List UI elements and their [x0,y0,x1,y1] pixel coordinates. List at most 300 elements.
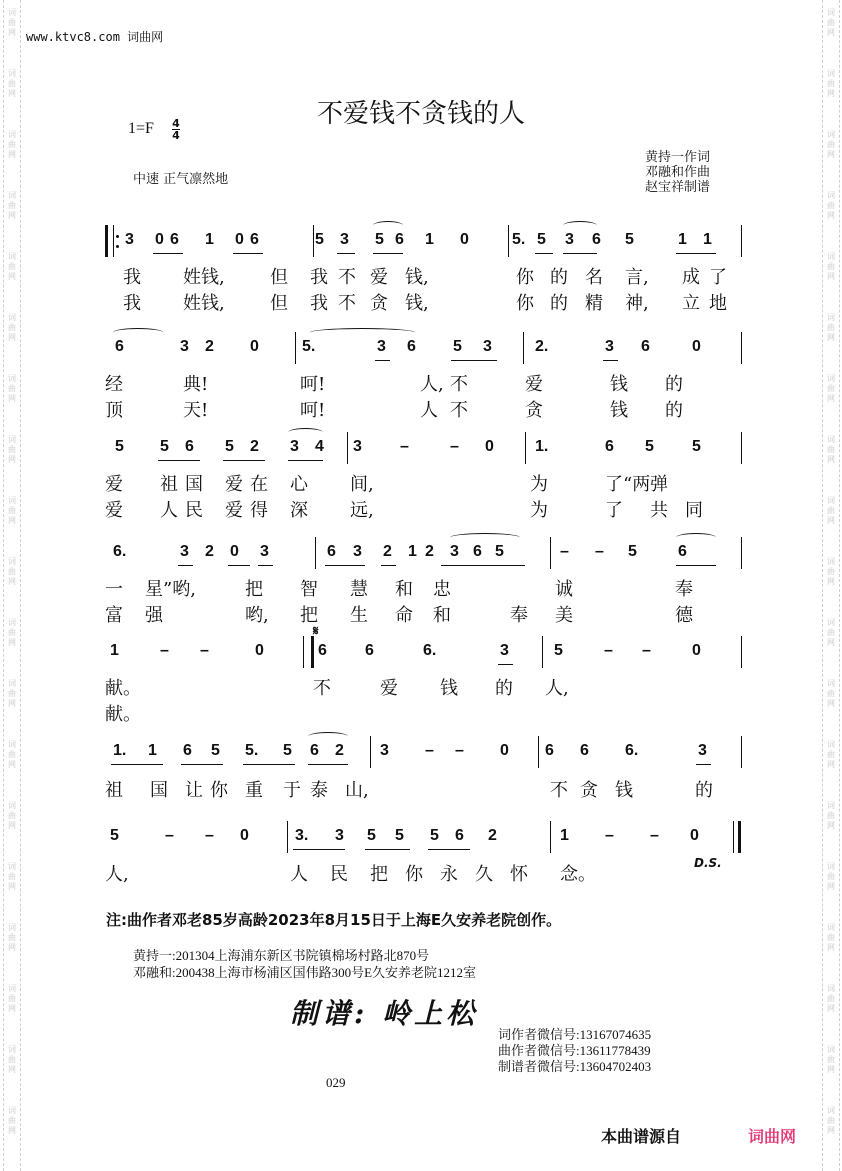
watermark-text: 词 曲 网 [827,496,835,525]
beam-underline [498,664,513,665]
lyricist-credit: 黄持一作词 [645,149,711,164]
wechat-lyricist: 词作者微信号:13167074635 [498,1027,652,1042]
repeat-dot [116,245,119,248]
bar-line [303,636,304,668]
bar-line [525,432,526,464]
lyric-1: 奉 [675,579,693,600]
lyric-1: 名 [585,267,603,288]
watermark-text: 词 曲 网 [827,1106,835,1135]
site-watermark: www.ktvc8.com 词曲网 [26,30,164,44]
note: 6 [327,543,336,560]
note: 5 [645,438,654,455]
note: 1 [110,642,119,659]
lyric-1: 呵! [300,374,326,395]
note: 5 [367,827,376,844]
lyric-1: 不 [550,780,568,801]
lyric-2: 把 [300,605,318,626]
beam-underline [243,764,295,765]
note: 5 [537,231,546,248]
beam-underline [441,565,525,566]
note: 5 [395,827,404,844]
watermark-text: 词 曲 网 [8,984,16,1013]
bar-line [311,636,314,668]
time-bottom: 4 [172,129,180,142]
lyric-1: 不 [338,267,356,288]
bar-line [550,821,551,853]
lyric-1: 经 [105,374,123,395]
note: 5 [110,827,119,844]
beam-underline [111,764,163,765]
note: 1 [425,231,434,248]
watermark-text: 词 曲 网 [8,557,16,586]
note: 3 [180,543,189,560]
lyric-1: 了“两 [605,474,651,495]
lyric-1: 爱 [105,474,123,495]
watermark-text: 词 曲 网 [8,1106,16,1135]
note: 3 [380,742,389,759]
note: 5 [628,543,637,560]
wechat-composer: 曲作者微信号:13611778439 [498,1043,651,1058]
note: 6 [170,231,179,248]
note: 6 [250,231,259,248]
note: – [200,642,209,659]
beam-underline [158,460,200,461]
watermark-text: 词 曲 网 [827,862,835,891]
note: 6 [365,642,374,659]
note: 3 [353,543,362,560]
lyric-2: 钱, [405,293,429,314]
lyric-1: 你 [210,780,228,801]
lyric-2: 神, [625,293,649,314]
note: – [205,827,214,844]
note: 6 [641,338,650,355]
note: 2 [425,543,434,560]
bar-line [347,432,348,464]
lyric-1: 钱 [615,780,633,801]
lyric-2: 和 [433,605,451,626]
note: 5 [625,231,634,248]
beam-underline [563,253,597,254]
watermark-text: 词 曲 网 [8,374,16,403]
note: 6. [423,642,437,659]
lyric-2: 精 [585,293,603,314]
lyric-1: 我 [123,267,141,288]
lyric-1: 姓钱, [183,267,225,288]
lyric-1: 于 [283,780,301,801]
composer-credit: 邓融和作曲 [645,164,711,179]
beam-underline [228,565,250,566]
note: 3 [483,338,492,355]
note: 6 [115,338,124,355]
note: 5 [225,438,234,455]
watermark-text: 词 曲 网 [8,923,16,952]
bar-line [733,821,734,853]
note: 5 [453,338,462,355]
note: 6 [455,827,464,844]
lyric-2: 德 [675,605,693,626]
lyric-1: 让 [185,780,203,801]
note: 6 [592,231,601,248]
note: 1 [148,742,157,759]
slur [563,221,597,230]
watermark-text: 词 曲 网 [827,740,835,769]
lyric-1: 你 [405,864,423,885]
lyric-1: 慧 [350,579,368,600]
watermark-text: 词 曲 网 [827,984,835,1013]
lyric-2: 富 [105,605,123,626]
key-signature: 1=F [128,120,154,137]
lyric-2: 钱 [610,400,628,421]
note: – [604,642,613,659]
note: 0 [250,338,259,355]
beam-underline [288,460,323,461]
beam-underline [233,253,263,254]
lyric-1: 人, [545,678,569,699]
note: 5 [495,543,504,560]
note: 0 [155,231,164,248]
lyric-2: 美 [555,605,573,626]
note: – [165,827,174,844]
note: 0 [692,338,701,355]
lyric-1: 诚 [555,579,573,600]
lyric-2: 生 [350,605,368,626]
wechat-arranger: 制谱者微信号:13604702403 [498,1059,652,1074]
lyric-2: 为 [530,500,548,521]
note: 0 [240,827,249,844]
lyric-1: 智 [300,579,318,600]
lyric-2: 姓钱, [183,293,225,314]
address-composer: 邓融和:200438上海市杨浦区国伟路300号E久安养老院1212室 [133,965,477,980]
beam-underline [308,764,348,765]
beam-underline [325,565,365,566]
note: 5. [245,742,259,759]
lyric-1: 但 [270,267,288,288]
watermark-text: 词 曲 网 [8,130,16,159]
lyric-1: 我 [310,267,328,288]
beam-underline [337,253,355,254]
lyric-1: 民 [330,864,348,885]
lyric-2: 的 [665,400,683,421]
lyric-1: 在 [250,474,268,495]
watermark-text: 词 曲 网 [827,313,835,342]
music-row-4 [105,537,745,626]
note: 5. [302,338,316,355]
source-site-link[interactable]: 词曲网 [748,1127,797,1146]
address-lyricist: 黄持一:201304上海浦东新区书院镇棉场村路北870号 [133,948,430,963]
bar-line [741,332,742,364]
note: – [560,543,569,560]
watermark-text: 词 曲 网 [827,435,835,464]
note: 6 [310,742,319,759]
segno-mark: 𝄋 [313,624,319,639]
lyric-1: 念。 [560,864,596,885]
watermark-text: 词 曲 网 [8,1045,16,1074]
lyric-1: 典! [183,374,209,395]
lyric-2: 的 [550,293,568,314]
lyric-1: 言, [625,267,649,288]
note: 6 [605,438,614,455]
lyric-2: 得 [250,500,268,521]
note: 3 [377,338,386,355]
bar-line [105,225,108,257]
lyric-2: 人 [420,400,438,421]
watermark-text: 词 曲 网 [8,8,16,37]
note: 0 [500,742,509,759]
watermark-text: 词 曲 网 [8,496,16,525]
music-row-3 [105,432,745,521]
lyric-1: 泰 [310,780,328,801]
watermark-text: 词 曲 网 [827,618,835,647]
time-signature [172,118,180,141]
note: 1 [560,827,569,844]
lyric-2: 呵! [300,400,326,421]
lyric-2: 献。 [105,704,141,725]
note: 1 [408,543,417,560]
note: 5 [692,438,701,455]
slur [310,328,415,337]
watermark-text: 词 曲 网 [827,801,835,830]
beam-underline [676,565,716,566]
note: 6 [407,338,416,355]
bar-line [508,225,509,257]
lyric-2: 共 [650,500,668,521]
lyric-1: 不 [450,374,468,395]
lyric-1: 的 [495,678,513,699]
watermark-text: 词 曲 网 [827,557,835,586]
lyric-1: 间, [350,474,374,495]
bar-line [370,736,371,768]
note: 5 [115,438,124,455]
page-number: 029 [326,1075,346,1090]
arranger-signature: 制谱: 岭上松 [290,997,479,1030]
bar-line [538,736,539,768]
slur [676,533,716,542]
source-label: 本曲谱源自 [601,1127,682,1146]
beam-underline [293,849,345,850]
beam-underline [535,253,553,254]
bar-line [113,225,114,257]
bar-line [523,332,524,364]
bar-line [550,537,551,569]
lyric-1: 祖 [105,780,123,801]
lyric-1: 为 [530,474,548,495]
note: 3 [353,438,362,455]
note: 6 [545,742,554,759]
note: 5 [430,827,439,844]
note: 0 [485,438,494,455]
music-row-2 [105,332,745,421]
ds-mark: D.S. [694,856,722,870]
lyric-2: 贪 [370,293,388,314]
watermark-text: 词 曲 网 [827,679,835,708]
note: 1 [703,231,712,248]
song-title: 不爱钱不贪钱的人 [316,99,525,129]
lyric-2: 命 [395,605,413,626]
note: 1 [205,231,214,248]
beam-underline [375,360,390,361]
note: 6 [473,543,482,560]
note: 0 [692,642,701,659]
arranger-credit: 赵宝祥制谱 [645,179,711,194]
note: – [650,827,659,844]
note: 3 [125,231,134,248]
note: 0 [460,231,469,248]
lyric-2: 奉 [510,605,528,626]
lyric-2: 立 [682,293,700,314]
music-row-5 [105,636,745,725]
bar-line [741,225,742,257]
note: 0 [690,827,699,844]
lyric-2: 我 [310,293,328,314]
note: – [595,543,604,560]
lyric-1: 弹 [650,474,668,495]
note: 5 [283,742,292,759]
note: – [642,642,651,659]
lyric-1: 星”哟, [145,579,196,600]
lyric-1: 钱 [610,374,628,395]
lyric-1: 心 [290,474,308,495]
note: – [400,438,409,455]
slur [373,221,403,230]
watermark-text: 词 曲 网 [8,679,16,708]
watermark-text: 词 曲 网 [827,8,835,37]
beam-underline [696,764,711,765]
note: 3 [340,231,349,248]
lyric-1: 爱 [525,374,543,395]
lyric-1: 爱 [225,474,243,495]
note: 6 [678,543,687,560]
lyric-1: 了 [709,267,727,288]
lyric-1: 把 [370,864,388,885]
note: 3 [450,543,459,560]
lyric-1: 忠 [433,579,451,600]
watermark-text: 词 曲 网 [8,801,16,830]
lyric-1: 不 [313,678,331,699]
watermark-text: 词 曲 网 [8,618,16,647]
music-row-1 [105,225,745,314]
beam-underline [178,565,193,566]
note: – [455,742,464,759]
watermark-text: 词 曲 网 [827,191,835,220]
right-watermark-strip [822,0,840,1171]
note: 2. [535,338,549,355]
watermark-text: 词 曲 网 [8,191,16,220]
lyric-2: 我 [123,293,141,314]
tempo-marking: 中速 正气凛然地 [133,172,229,187]
lyric-1: 贪 [580,780,598,801]
note: 6 [185,438,194,455]
beam-underline [451,360,497,361]
note: 2 [488,827,497,844]
lyric-1: 把 [245,579,263,600]
slur [288,428,323,437]
note: 0 [235,231,244,248]
note: 3 [180,338,189,355]
note: 2 [335,742,344,759]
lyric-2: 不 [450,400,468,421]
repeat-dot [116,235,119,238]
lyric-2: 哟, [245,605,269,626]
note: 5. [512,231,526,248]
lyric-1: 你 [516,267,534,288]
watermark-text: 词 曲 网 [827,374,835,403]
watermark-text: 词 曲 网 [8,435,16,464]
lyric-2: 人 [160,500,178,521]
footer-note: 注:曲作者邓老85岁高龄2023年8月15日于上海E久安养老院创作。 [106,911,562,929]
beam-underline [603,360,618,361]
note: 6 [183,742,192,759]
bar-line [741,736,742,768]
note: 2 [205,543,214,560]
beam-underline [153,253,183,254]
note: 3 [260,543,269,560]
note: 6. [625,742,639,759]
lyric-1: 的 [665,374,683,395]
watermark-text: 词 曲 网 [8,313,16,342]
beam-underline [381,565,396,566]
note: 0 [230,543,239,560]
note: 3 [335,827,344,844]
note: 2 [205,338,214,355]
lyric-1: 人, [105,864,129,885]
note: 3 [500,642,509,659]
beam-underline [223,460,265,461]
lyric-1: 的 [695,780,713,801]
note: 2 [250,438,259,455]
lyric-2: 不 [338,293,356,314]
lyric-2: 爱 [225,500,243,521]
note: 6 [318,642,327,659]
note: 3 [565,231,574,248]
bar-line [315,537,316,569]
watermark-text: 词 曲 网 [8,862,16,891]
lyric-2: 但 [270,293,288,314]
bar-line [313,225,314,257]
bar-line [287,821,288,853]
watermark-text: 词 曲 网 [827,252,835,281]
lyric-1: 山, [345,780,369,801]
watermark-text: 词 曲 网 [827,69,835,98]
lyric-2: 爱 [105,500,123,521]
slur [113,328,163,337]
music-row-6 [105,736,745,801]
lyric-1: 钱 [440,678,458,699]
lyric-2: 了 [605,500,623,521]
lyric-1: 永 [440,864,458,885]
note: 5 [160,438,169,455]
beam-underline [258,565,273,566]
note: 2 [383,543,392,560]
note: 3. [295,827,309,844]
note: 1. [113,742,127,759]
watermark-text: 词 曲 网 [8,740,16,769]
beam-underline [365,849,410,850]
note: 3 [290,438,299,455]
bar-line [738,821,741,853]
lyric-1: 钱, [405,267,429,288]
lyric-1: 和 [395,579,413,600]
lyric-1: 久 [475,864,493,885]
note: 3 [698,742,707,759]
note: – [425,742,434,759]
lyric-1: 的 [550,267,568,288]
lyric-1: 国 [150,780,168,801]
note: 6 [395,231,404,248]
lyric-2: 地 [709,293,727,314]
watermark-text: 词 曲 网 [8,252,16,281]
watermark-text: 词 曲 网 [8,69,16,98]
note: – [450,438,459,455]
